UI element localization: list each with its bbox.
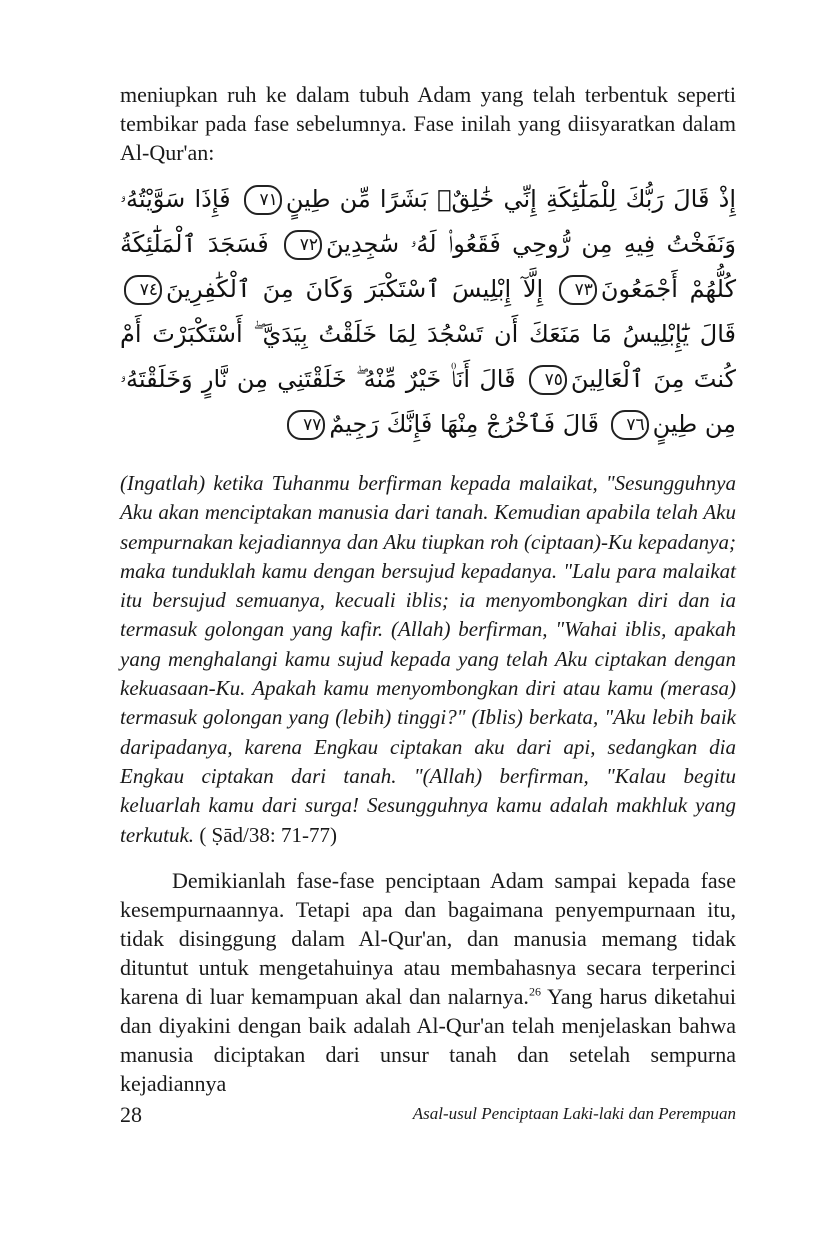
verse-text: فَإِذَا سَوَّيْتُهُۥ وَنَفَخْتُ فِيهِ مِن رُّوحِي فَقَعُوا۟ لَهُۥ سَٰجِدِينَ <box>120 185 736 258</box>
ayah-number-marker: ٧٦ <box>611 410 649 440</box>
translation-text: (Ingatlah) ketika Tuhanmu berfirman kepada malaikat, "Sesungguhnya Aku akan menciptakan manusia dari tanah. Kemudian apabila telah Aku sempurnakan kejadiannya dan Aku tiupkan roh (ciptaan)-Ku kepadanya; maka tunduklah kamu dengan bersujud kepadanya. "Lalu para malaikat itu bersujud semuanya, kecuali iblis; ia menyombongkan diri dan ia termasuk golongan yang kafir. (Allah) berfirman, "Wahai iblis, apakah yang menghalangi kamu sujud kepada yang telah Aku ciptakan dengan kekuasaan-Ku. Apakah kamu menyombongkan diri atau kamu (merasa) termasuk golongan yang (lebih) tinggi?" (Iblis) berkata, "Aku lebih baik daripadanya, karena Engkau ciptakan aku dari api, sedangkan dia Engkau ciptakan dari tanah. "(Allah) berfirman, "Kalau begitu keluarlah kamu dari surga! Sesungguhnya kamu adalah makhluk yang terkutuk. <box>120 471 736 847</box>
body-text-continued: Yang harus diketahui dan diyakini dengan baik adalah Al-Qur'an telah menjelaskan bahwa manusia diciptakan dari unsur tanah dan setelah sempurna kejadiannya <box>120 983 737 1096</box>
ayah-number-marker: ٧٥ <box>529 365 567 395</box>
ayah-number-marker: ٧١ <box>244 185 282 215</box>
page-footer <box>120 1102 736 1132</box>
verse-text: فَسَجَدَ ٱلْمَلَٰٓئِكَةُ كُلُّهُمْ أَجْمَعُونَ <box>120 230 736 303</box>
verse-text: قَالَ أَنَا۠ خَيْرٌ مِّنْهُ ۖ خَلَقْتَنِي مِن نَّارٍ وَخَلَقْتَهُۥ مِن طِينٍ <box>120 365 736 438</box>
verse-text: إِذْ قَالَ رَبُّكَ لِلْمَلَٰٓئِكَةِ إِنِّي خَٰلِقٌۢ بَشَرًا مِّن طِينٍ <box>285 185 736 213</box>
verse-text: إِلَّآ إِبْلِيسَ ٱسْتَكْبَرَ وَكَانَ مِنَ ٱلْكَٰفِرِينَ <box>166 275 544 303</box>
page-content <box>120 80 736 1098</box>
page-number: 28 <box>120 1102 142 1127</box>
intro-paragraph: meniupkan ruh ke dalam tubuh Adam yang telah terbentuk seperti tembikar pada fase sebelumnya. Fase inilah yang diisyaratkan dalam Al-Qur'an: <box>120 82 736 165</box>
ayah-number-marker: ٧٣ <box>559 275 597 305</box>
ayah-number-marker: ٧٢ <box>284 230 322 260</box>
ayah-number-marker: ٧٤ <box>124 275 162 305</box>
body-paragraph <box>120 866 736 1098</box>
quran-verses <box>120 177 736 447</box>
translation-paragraph <box>120 469 736 850</box>
verse-text: قَالَ فَٱخْرُجْ مِنْهَا فَإِنَّكَ رَجِيمٌ <box>329 410 599 438</box>
running-title: Asal-usul Penciptaan Laki-laki dan Perempuan <box>412 1104 736 1123</box>
ayah-number-marker: ٧٧ <box>287 410 325 440</box>
verse-citation: ( Ṣād/38: 71-77) <box>194 822 337 847</box>
footnote-reference[interactable]: 26 <box>528 984 541 999</box>
verse-text: قَالَ يَٰٓإِبْلِيسُ مَا مَنَعَكَ أَن تَسْجُدَ لِمَا خَلَقْتُ بِيَدَيَّ ۖ أَسْتَكْبَرْتَ أَمْ كُنتَ مِنَ ٱلْعَالِينَ <box>120 320 736 393</box>
body-text: Demikianlah fase-fase penciptaan Adam sampai kepada fase kesempurnaannya. Tetapi apa dan bagaimana penyempurnaan itu, tidak disinggung dalam Al-Qur'an, dan manusia memang tidak dituntut untuk mengetahuinya atau membahasnya secara terperinci karena di luar kemampuan akal dan nalarnya. <box>120 867 736 1009</box>
